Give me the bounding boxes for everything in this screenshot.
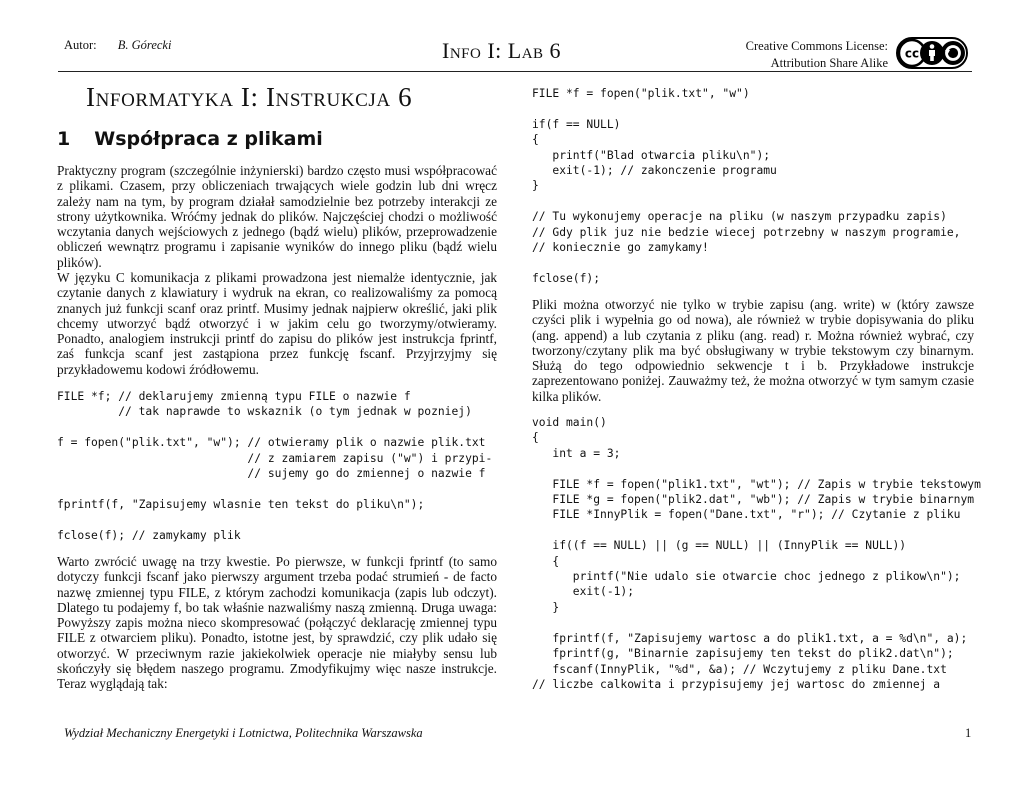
section-title: Współpraca z plikami [94,128,323,150]
section-heading [57,128,323,150]
license-line-2: Attribution Share Alike [770,56,888,70]
footer-institution: Wydział Mechaniczny Energetyki i Lotnictwa, Politechnika Warszawska [64,726,423,740]
section-number: 1 [57,128,71,150]
code-block-1: FILE *f; // deklarujemy zmienną typu FILE o nazwie f // tak naprawde to wskaznik (o tym jednak w pozniej) f = fopen("plik.txt", "w"); // otwieramy plik o nazwie plik.txt // z zamiarem zapisu ("w") i przypi- // sujemy go do zmiennej o nazwie f fprintf(f, "Zapisujemy wlasnie ten tekst do pliku\n"); fclose(f); // zamykamy plik [57,390,493,542]
paragraph-c-files: W języku C komunikacja z plikami prowadzona jest niemalże identycznie, jak czytanie danych z klawiatury i wydruk na ekran, co realizowaliśmy za pomocą znanych już funkcji scanf oraz printf. Musimy jednak najpierw określić, jaki plik chcemy utworzyć bądź otworzyć i w jakim celu go tworzymy/otwieramy. Ponadto, analogiem instrukcji printf do zapisu do plików jest instrukcja fprintf, zaś funkcja scanf jest zastąpiona przez funkcję fscanf. Przyjrzyjmy się przykładowemu kodowi źródłowemu. [57,270,497,377]
creative-commons-icon [896,37,968,69]
license-line-1: Creative Commons License: [745,39,888,53]
paragraph-remarks: Warto zwrócić uwagę na trzy kwestie. Po pierwsze, w funkcji fprintf (to samo dotyczy funkcji fscanf jako pierwszy argument trzeba podać strumień - de facto nazwę zmiennej typu FILE, z którym zachodzi komunikacja (zapis lub odczyt). Dlatego tu podajemy f, bo tak właśnie nazwaliśmy naszą zmienną. Druga uwaga: Powyższy zapis można nieco skompresować (połączyć deklarację zmiennej typu FILE z otwarciem pliku). Ponadto, istotne jest, by sprawdzić, czy plik udało się otworzyć. W przeciwnym razie jakiekolwiek operacje nie miałyby sensu lub skończyły się błędem naszego programu. Zmodyfikujmy więc nasze instrukcje. Teraz wyglądają tak: [57,554,497,692]
paragraph-modes: Pliki można otworzyć nie tylko w trybie zapisu (ang. write) w (który zawsze czyści plik i wypełnia go od nowa), ale również w trybie dopisywania do pliku (ang. append) a lub czytania z pliku (ang. read) r. Można również wybrać, czy tworzony/czytany plik ma być obsługiwany w trybie tekstowym czy binarnym. Służą do tego odpowiednio sekwencje t i b. Przykładowe instrukcje zaprezentowano poniżej. Zauważmy też, że można otworzyć w tym samym czasie kilka plików. [532,297,974,404]
cc-logo-text: cc [904,46,920,61]
header-divider [58,71,972,72]
page-number: 1 [965,726,972,740]
header-author [64,38,171,53]
document-title: Informatyka I: Instrukcja 6 [86,82,413,112]
author-label: Autor: [64,38,97,52]
header-title: Info I: Lab 6 [442,38,562,63]
author-name: B. Górecki [117,38,172,52]
paragraph-intro: Praktyczny program (szczególnie inżynierski) bardzo często musi współpracować z plikami. Czasem, przy obliczeniach trwających wiele godzin lub dni wręcz zależy nam na tym, by program działał samodzielnie bez potrzeby interakcji ze strony użytkownika. Wróćmy jednak do plików. Najczęściej chodzi o możliwość wczytania danych wejściowych z jednego (bądź wielu) plików, przeprowadzenie obliczeń wewnątrz programu i zapisanie wyników do innego pliku (bądź wielu plików). [57,163,497,270]
code-block-2: FILE *f = fopen("plik.txt", "w") if(f == NULL) { printf("Blad otwarcia pliku\n"); exit(-1); // zakonczenie programu } // Tu wykonujemy operacje na pliku (w naszym przypadku zapis) // Gdy plik juz nie bedzie wiecej potrzebny w naszym programie, // koniecznie go zamykamy! fclose(f); [532,87,961,285]
code-block-3: void main() { int a = 3; FILE *f = fopen("plik1.txt", "wt"); // Zapis w trybie tekstowym FILE *g = fopen("plik2.dat", "wb"); // Zapis w trybie binarnym FILE *InnyPlik = fopen("Dane.txt", "r"); // Czytanie z pliku if((f == NULL) || (g == NULL) || (InnyPlik == NULL)) { printf("Nie udalo sie otwarcie choc jednego z plikow\n"); exit(-1); } fprintf(f, "Zapisujemy wartosc a do plik1.txt, a = %d\n", a); fprintf(g, "Binarnie zapisujemy ten tekst do plik2.dat\n"); fscanf(InnyPlik, "%d", &a); // Wczytujemy z pliku Dane.txt // liczbe calkowita i przypisujemy jej wartosc do zmiennej a [532,416,981,691]
header-license [746,38,888,72]
